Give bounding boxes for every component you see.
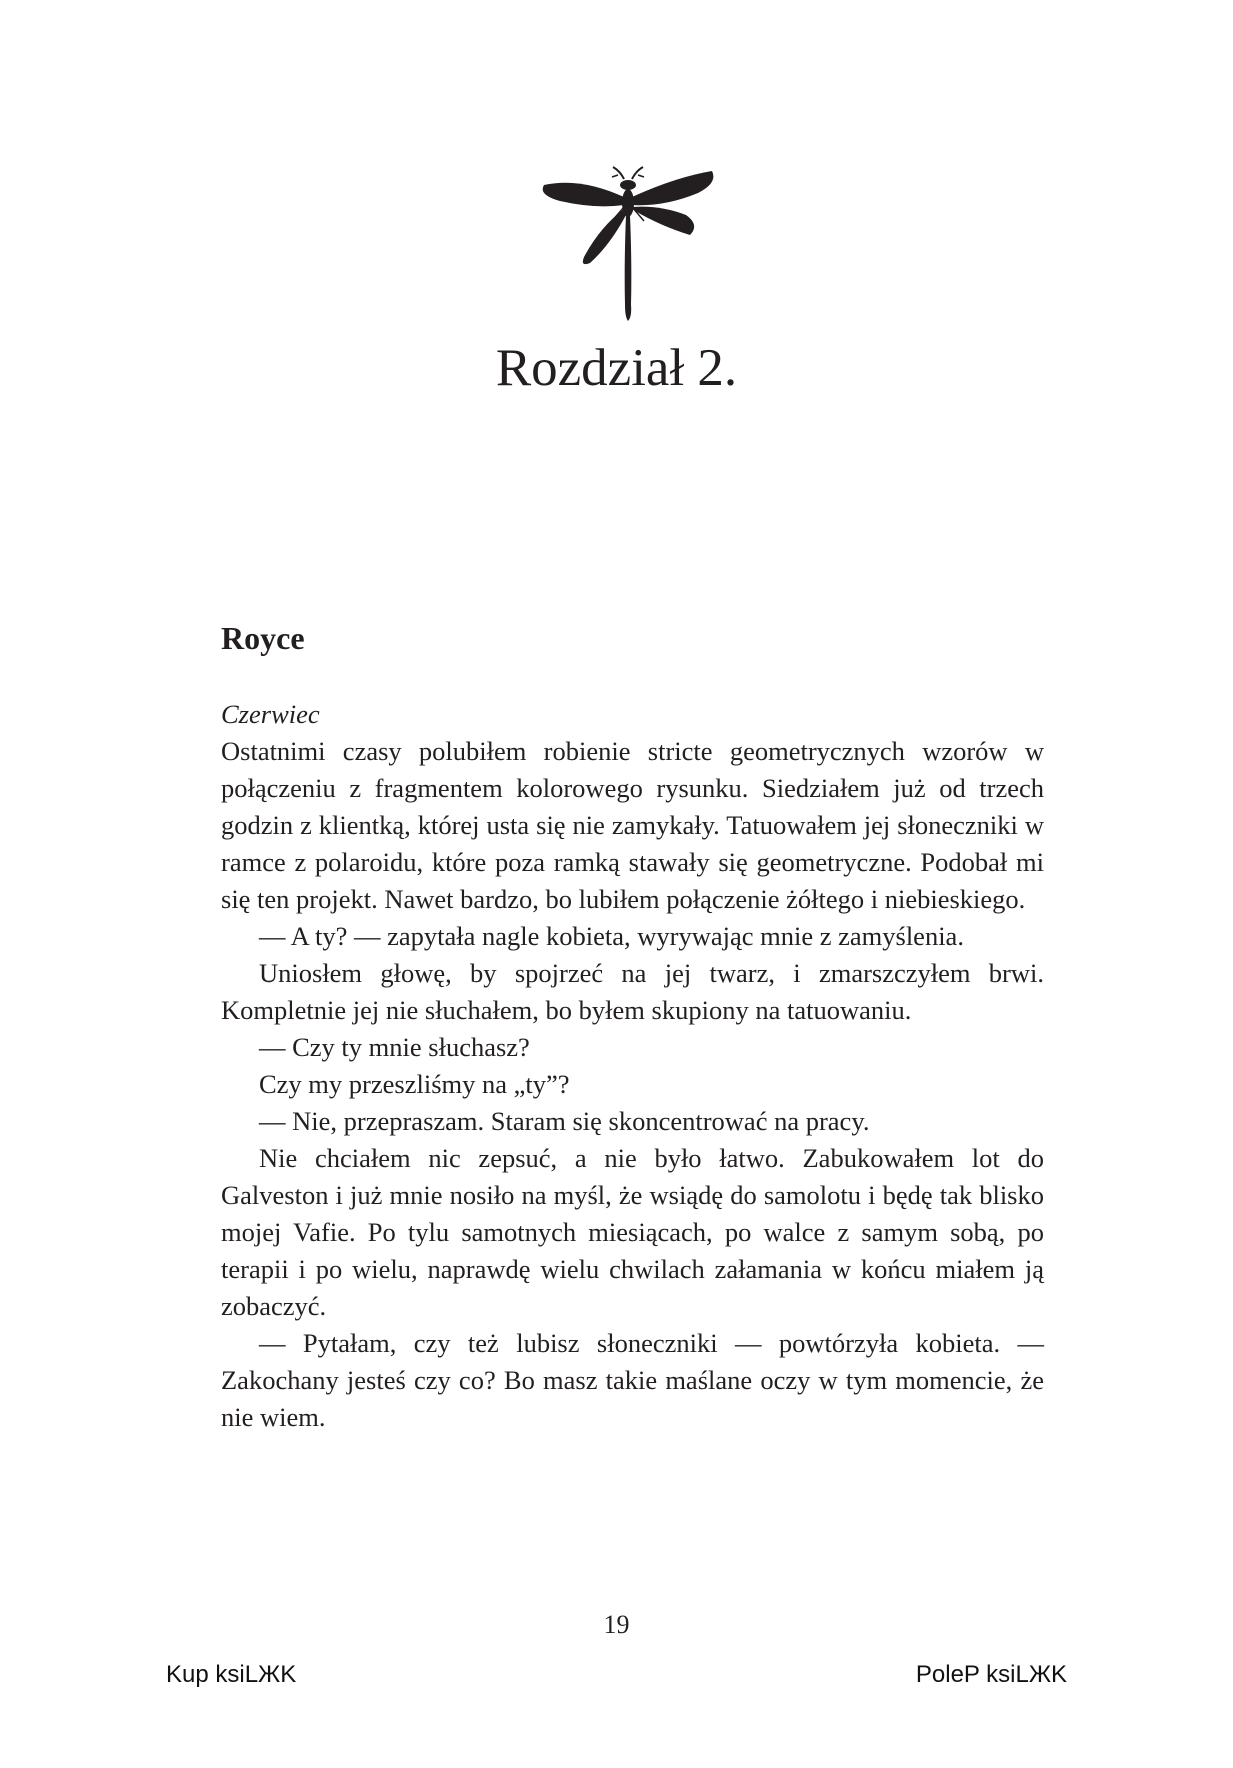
- dateline: Czerwiec: [221, 699, 320, 729]
- paragraph: Czy my przeszliśmy na „ty”?: [259, 1069, 570, 1099]
- paragraph: Ostatnimi czasy polubiłem robienie stricte geometrycznych wzorów w połączeniu z fragmentem kolorowego rysunku. Siedziałem już od trzech godzin z klientką, której usta się nie zamykały. Tatuowałem jej słoneczniki w ramce z polaroidu, które poza ramką stawały się geometryczne. Podobał mi się ten projekt. Nawet bardzo, bo lubiłem połączenie żółtego i niebieskiego.: [221, 736, 1044, 914]
- buy-book-link[interactable]: Kup ksiLЖK: [166, 1661, 297, 1688]
- dragonfly-icon: [540, 165, 715, 325]
- paragraph: — Czy ty mnie słuchasz?: [259, 1032, 530, 1062]
- paragraph: Uniosłem głowę, by spojrzeć na jej twarz, i zmarszczyłem brwi. Kompletnie jej nie słuchałem, bo byłem skupiony na tatuowaniu.: [221, 958, 1044, 1025]
- paragraph: — Pytałam, czy też lubisz słoneczniki — powtórzyła kobieta. — Zakochany jesteś czy co? Bo masz takie maślane oczy w tym momencie, że nie wiem.: [221, 1328, 1044, 1432]
- chapter-title: Rozdział 2.: [495, 339, 738, 397]
- section-heading: Royce: [221, 620, 305, 656]
- paragraph: Nie chciałem nic zepsuć, a nie było łatwo. Zabukowałem lot do Galveston i już mnie nosiło na myśl, że wsiądę do samolotu i będę tak blisko mojej Vafie. Po tylu samotnych miesiącach, po walce z samym sobą, po terapii i po wielu, naprawdę wielu chwilach załamania w końcu miałem ją zobaczyć.: [221, 1143, 1044, 1321]
- recommend-book-link[interactable]: PoleP ksiLЖK: [915, 1661, 1067, 1688]
- chapter-body: [221, 696, 1044, 1436]
- paragraph: — A ty? — zapytała nagle kobieta, wyrywając mnie z zamyślenia.: [259, 921, 964, 951]
- paragraph: — Nie, przepraszam. Staram się skoncentrować na pracy.: [259, 1106, 870, 1136]
- page-number: 19: [603, 1610, 630, 1639]
